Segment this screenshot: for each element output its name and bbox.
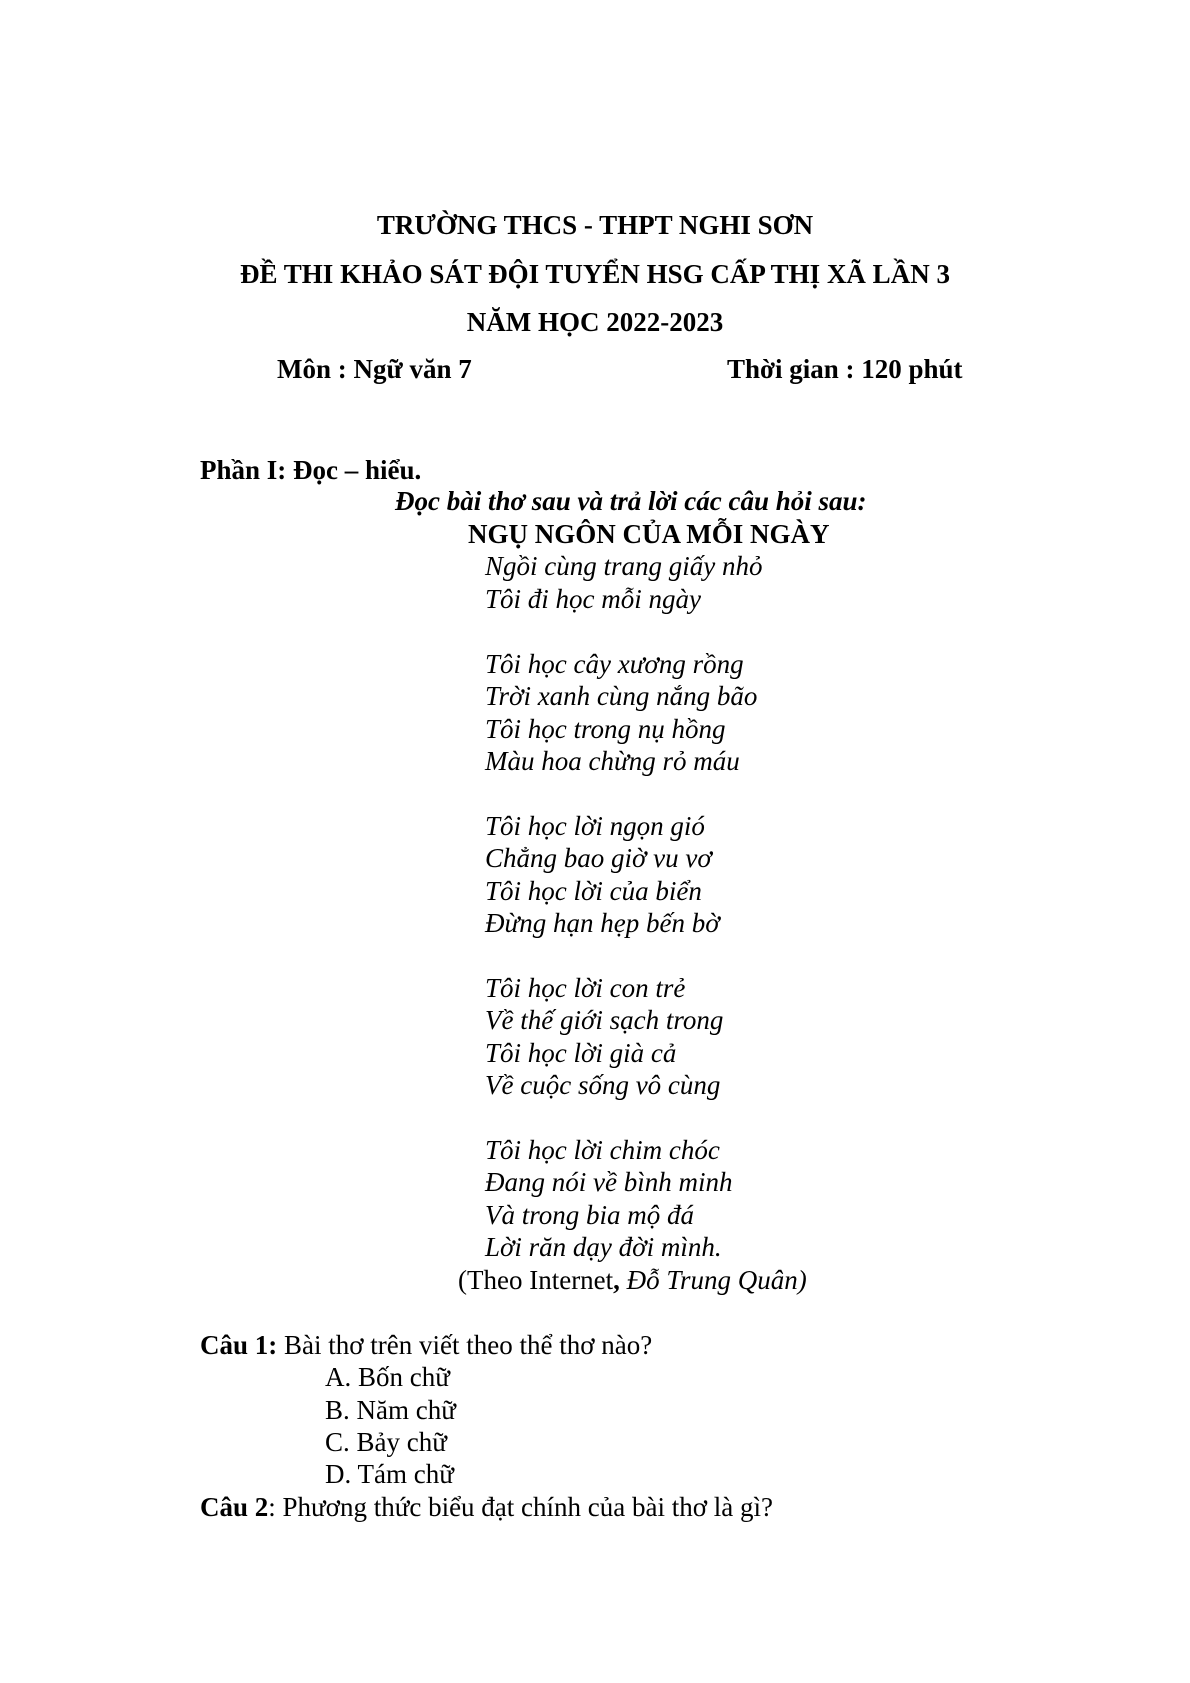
- poem-line: Ngồi cùng trang giấy nhỏ: [485, 551, 763, 581]
- question-2-text: : Phương thức biểu đạt chính của bài thơ là gì?: [268, 1492, 773, 1522]
- poem-line: Tôi học lời già cả: [485, 1038, 677, 1068]
- poem-line: Tôi học lời ngọn gió: [485, 811, 705, 841]
- part1-title: Phần I: Đọc – hiểu.: [200, 455, 422, 485]
- poem-line: Tôi học lời con trẻ: [485, 973, 686, 1003]
- poem-line: Tôi học lời chim chóc: [485, 1135, 720, 1165]
- poem-line: Tôi học lời của biển: [485, 876, 702, 906]
- question-1-option: C. Bảy chữ: [325, 1427, 447, 1457]
- school-year: NĂM HỌC 2022-2023: [466, 307, 724, 337]
- poem-line: Về thế giới sạch trong: [485, 1005, 724, 1035]
- reading-instruction: Đọc bài thơ sau và trả lời các câu hỏi sau:: [395, 486, 867, 516]
- source-comma: ,: [613, 1265, 620, 1295]
- poem-line: Trời xanh cùng nắng bão: [485, 681, 758, 711]
- poem-line: Đừng hạn hẹp bến bờ: [485, 908, 720, 938]
- poem-line: Đang nói về bình minh: [485, 1167, 733, 1197]
- question-1-option: B. Năm chữ: [325, 1395, 456, 1425]
- question-2: [200, 1494, 773, 1521]
- question-1-label: Câu 1:: [200, 1330, 278, 1360]
- question-1-option: D. Tám chữ: [325, 1459, 454, 1489]
- poem-source: [458, 1267, 807, 1294]
- exam-duration: Thời gian : 120 phút: [727, 354, 963, 384]
- poem-line: Về cuộc sống vô cùng: [485, 1070, 721, 1100]
- source-prefix: (Theo Internet: [458, 1265, 614, 1295]
- question-1-option: A. Bốn chữ: [325, 1362, 450, 1392]
- poem-line: Tôi học trong nụ hồng: [485, 714, 726, 744]
- school-name: TRƯỜNG THCS - THPT NGHI SƠN: [376, 210, 814, 240]
- question-2-label: Câu 2: [200, 1492, 269, 1522]
- poem-line: Chẳng bao giờ vu vơ: [485, 843, 712, 873]
- question-1-text: Bài thơ trên viết theo thể thơ nào?: [277, 1330, 653, 1360]
- poem-line: Tôi đi học mỗi ngày: [485, 584, 701, 614]
- poem-line: Tôi học cây xương rồng: [485, 649, 744, 679]
- question-1: [200, 1332, 652, 1359]
- poem-line: Và trong bia mộ đá: [485, 1200, 694, 1230]
- poem-line: Lời răn dạy đời mình.: [485, 1232, 722, 1262]
- exam-title: ĐỀ THI KHẢO SÁT ĐỘI TUYỂN HSG CẤP THỊ XÃ LẦN 3: [240, 259, 950, 289]
- poem-title: NGỤ NGÔN CỦA MỖI NGÀY: [468, 519, 830, 549]
- poem-line: Màu hoa chừng rỏ máu: [485, 746, 740, 776]
- subject-label: Môn : Ngữ văn 7: [277, 354, 472, 384]
- source-author: Đỗ Trung Quân): [619, 1265, 807, 1295]
